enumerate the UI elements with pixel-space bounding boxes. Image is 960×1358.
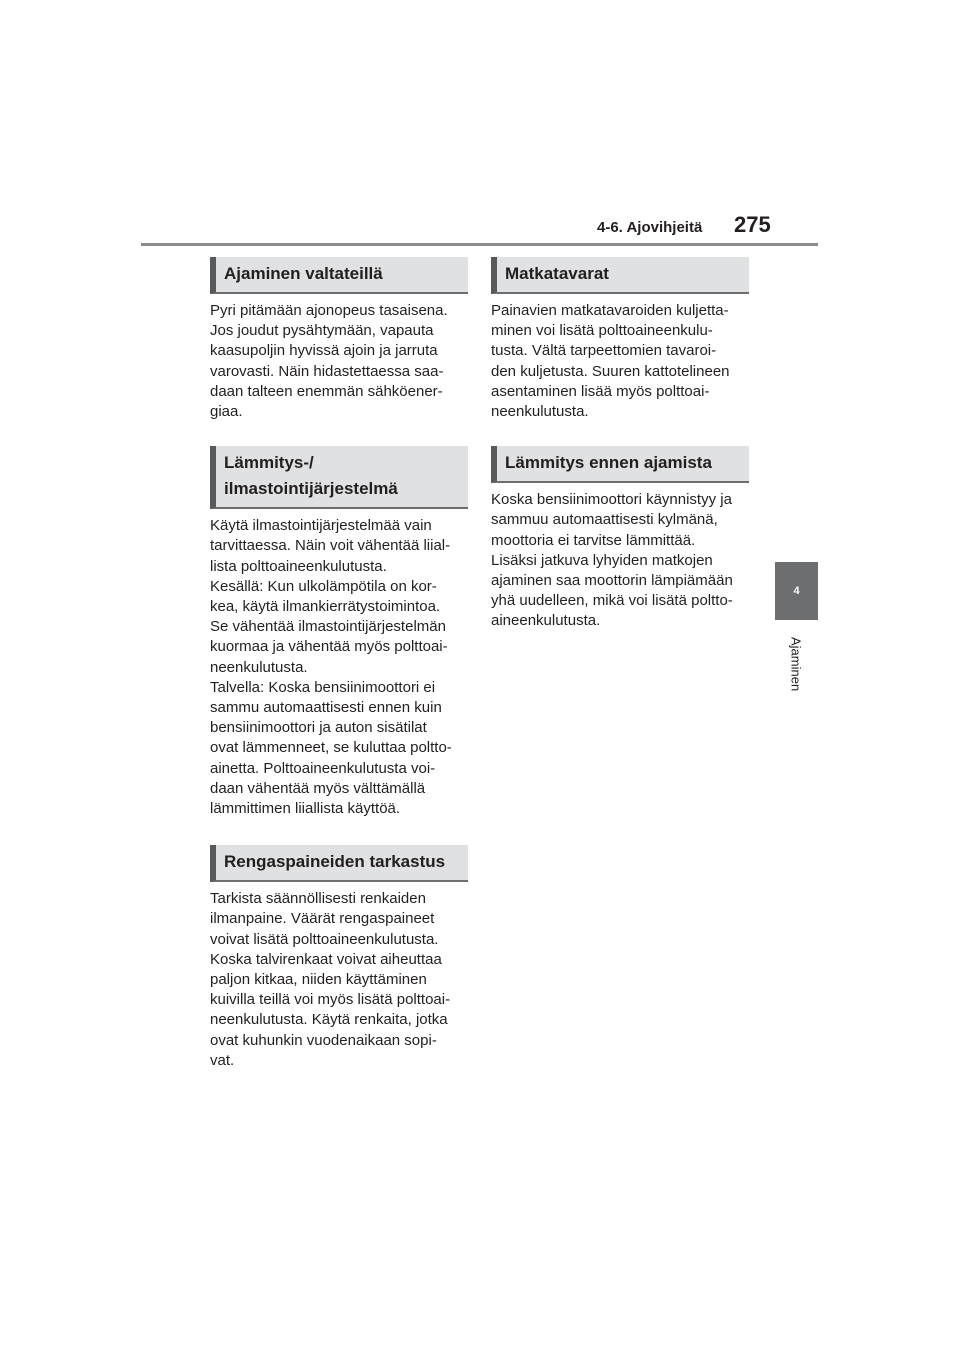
section-text: Tarkista säännöllisesti renkaiden ilmanpaine. Väärät rengaspaineet voivat lisätä polttoaineenkulutusta. Koska talvirenkaat voivat aiheuttaa paljon kitkaa, niiden käyttäminen kuivilla teillä voi myös lisätä polttoai- neenkulutusta. Käytä renkaita, jotka ovat kuhunkin vuodenaikaan sopi- vat.: [210, 890, 451, 1069]
section-warm-up: [491, 446, 749, 631]
chapter-number: 4: [793, 585, 800, 597]
chapter-label: Ajaminen: [788, 636, 804, 692]
section-heading: Matkatavarat: [491, 257, 749, 294]
section-text: Pyri pitämään ajonopeus tasaisena. Jos joudut pysähtymään, vapauta kaasupoljin hyvissä ajoin ja jarruta varovasti. Näin hidastettaessa saa- daan talteen enemmän sähköener- giaa.: [210, 302, 448, 421]
section-title: 4-6. Ajovihjeitä: [597, 219, 703, 236]
section-heading: Rengaspaineiden tarkastus: [210, 845, 468, 882]
page-number: 275: [734, 212, 771, 237]
section-tire-pressure: [210, 845, 468, 1071]
section-climate-control: [210, 446, 468, 819]
section-heading: Lämmitys ennen ajamista: [491, 446, 749, 483]
section-driving-highways: [210, 257, 468, 422]
chapter-tab: [775, 562, 818, 620]
section-text: Painavien matkatavaroiden kuljetta- minen voi lisätä polttoaineenkulu- tusta. Vältä tarpeettomien tavaroi- den kuljetusta. Suuren kattotelineen asentaminen lisää myös polttoai- neenkulutusta.: [491, 302, 730, 421]
section-heading: Lämmitys-/ ilmastointijärjestelmä: [210, 446, 468, 509]
left-column: [210, 257, 468, 1071]
section-luggage: [491, 257, 749, 422]
right-column: [491, 257, 749, 632]
section-heading: Ajaminen valtateillä: [210, 257, 468, 294]
section-text: Käytä ilmastointijärjestelmää vain tarvittaessa. Näin voit vähentää liial- lista polttoaineenkulutusta. Kesällä: Kun ulkolämpötila on kor- kea, käytä ilmankierrätystoimintoa. Se vähentää ilmastointijärjestelmän kuormaa ja vähentää myös polttoai- neenkulutusta. Talvella: Koska bensiinimoottori ei sammu automaattisesti ennen kuin bensiinimoottori ja auton sisätilat ovat lämmenneet, se kuluttaa poltto- ainetta. Polttoaineenkulutusta voi- daan vähentää myös välttämällä lämmittimen liiallista käyttöä.: [210, 517, 452, 818]
header-divider: [141, 243, 818, 246]
section-text: Koska bensiinimoottori käynnistyy ja sammuu automaattisesti kylmänä, moottoria ei tarvitse lämmittää. Lisäksi jatkuva lyhyiden matkojen ajaminen saa moottorin lämpiämään yhä uudelleen, mikä voi lisätä poltto- aineenkulutusta.: [491, 491, 733, 630]
